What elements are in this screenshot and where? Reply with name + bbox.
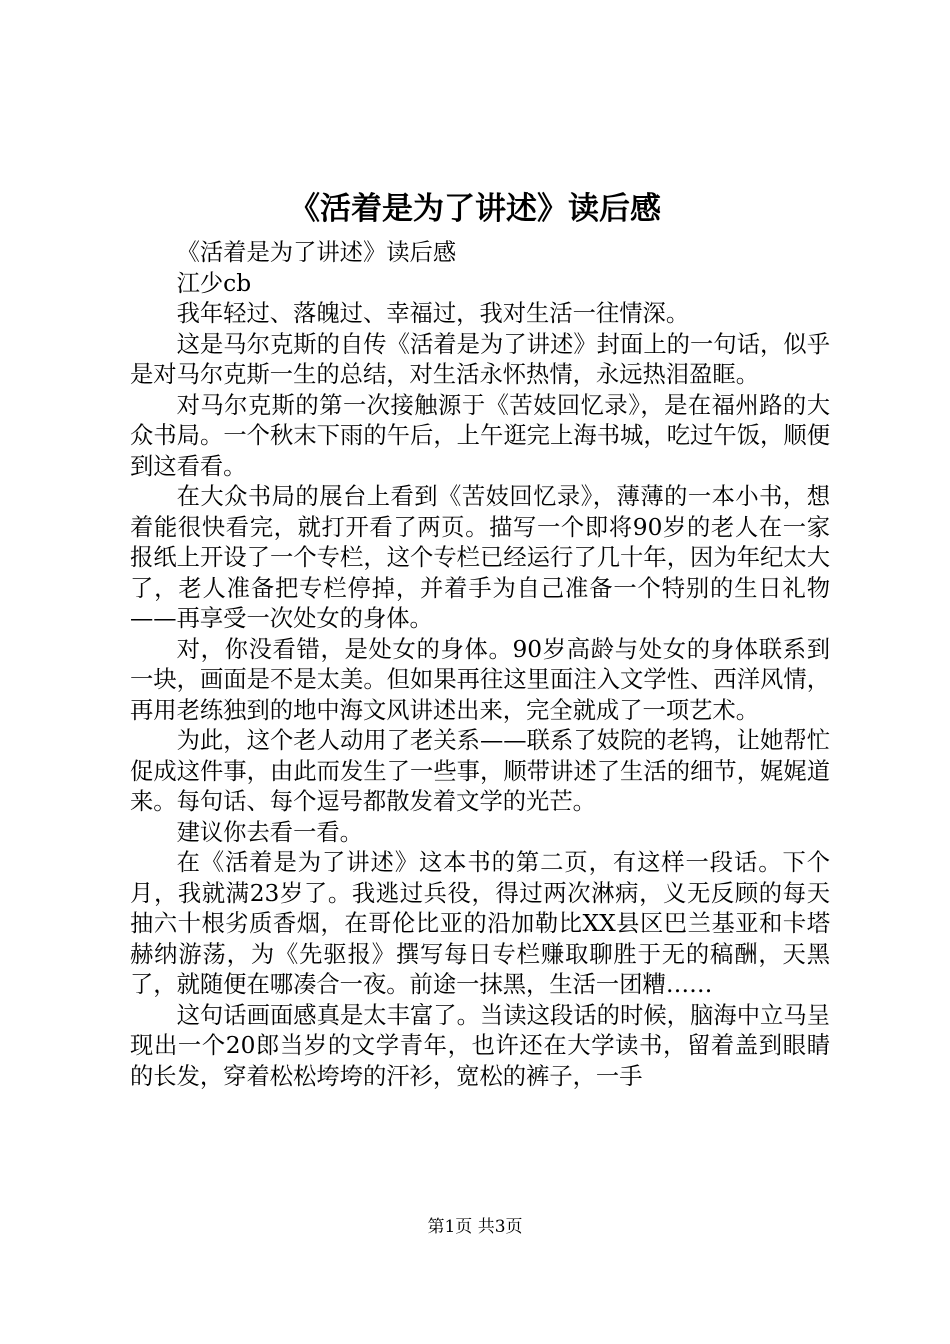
paragraph: 对，你没看错，是处女的身体。90岁高龄与处女的身体联系到一块，画面是不是太美。但如果再往这里面注入文学性、西洋风情，再用老练独到的地中海文风讲述出来，完全就成了一项艺术。 (130, 635, 830, 724)
paragraph: 在《活着是为了讲述》这本书的第二页，有这样一段话。下个月，我就满23岁了。我逃过兵役，得过两次淋病，义无反顾的每天抽六十根劣质香烟，在哥伦比亚的沿加勒比XX县区巴兰基亚和卡塔赫纳游荡，为《先驱报》撰写每日专栏赚取聊胜于无的稿酬，天黑了，就随便在哪凑合一夜。前途一抹黑，生活一团糟…… (130, 849, 830, 998)
paragraph-subtitle: 《活着是为了讲述》读后感 (176, 239, 457, 266)
paragraph: 在大众书局的展台上看到《苦妓回忆录》，薄薄的一本小书，想着能很快看完，就打开看了两页。描写一个即将90岁的老人在一家报纸上开设了一个专栏，这个专栏已经运行了几十年，因为年纪太大了，老人准备把专栏停掉，并着手为自己准备一个特别的生日礼物——再享受一次处女的身体。 (130, 483, 830, 632)
paragraph: 这句话画面感真是太丰富了。当读这段话的时候，脑海中立马呈现出一个20郎当岁的文学青年，也许还在大学读书，留着盖到眼睛的长发，穿着松松垮垮的汗衫，宽松的裤子，一手 (130, 1001, 830, 1090)
document-body (130, 238, 830, 1092)
paragraph: 这是马尔克斯的自传《活着是为了讲述》封面上的一句话，似乎是对马尔克斯一生的总结，对生活永怀热情，永远热泪盈眶。 (130, 330, 830, 388)
paragraph: 我年轻过、落魄过、幸福过，我对生活一往情深。 (176, 300, 690, 327)
page-number-footer: 第1页 共3页 (427, 1217, 523, 1237)
paragraph: 对马尔克斯的第一次接触源于《苦妓回忆录》，是在福州路的大众书局。一个秋末下雨的午后，上午逛完上海书城，吃过午饭，顺便到这看看。 (130, 391, 830, 480)
paragraph: 为此，这个老人动用了老关系——联系了妓院的老鸨，让她帮忙促成这件事，由此而发生了一些事，顺带讲述了生活的细节，娓娓道来。每句话、每个逗号都散发着文学的光芒。 (130, 727, 830, 815)
paragraph: 建议你去看一看。 (176, 818, 363, 846)
document-title: 《活着是为了讲述》读后感 (289, 191, 661, 227)
paragraph-author: 江少cb (176, 269, 252, 297)
